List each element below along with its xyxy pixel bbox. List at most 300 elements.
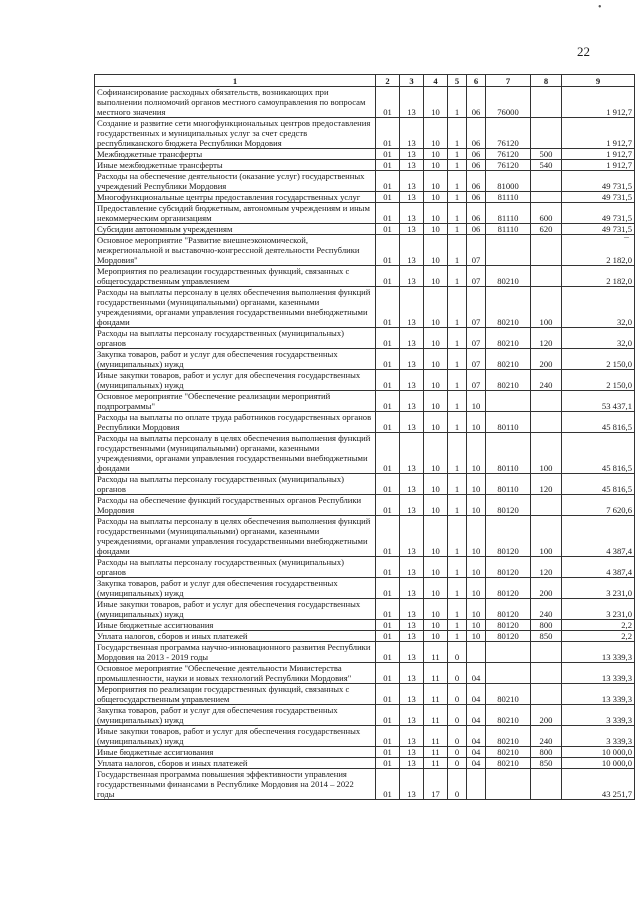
row-code-cell: 13 (400, 203, 424, 224)
row-code-cell: 1 (448, 557, 467, 578)
row-amount-cell: 49 731,5 (562, 192, 635, 203)
row-code-cell: 0 (448, 642, 467, 663)
row-code-cell: 13 (400, 433, 424, 474)
row-name-cell: Создание и развитие сети многофункциональных центров предоставления государственных и муниципальных услуг за счет средств республиканского бюджета Республики Мордовия (95, 118, 376, 149)
row-name-cell: Иные бюджетные ассигнования (95, 620, 376, 631)
row-amount-cell: 45 816,5 (562, 474, 635, 495)
row-code-cell: 13 (400, 747, 424, 758)
row-code-cell: 80210 (486, 705, 531, 726)
row-code-cell: 0 (448, 758, 467, 769)
row-code-cell: 01 (376, 758, 400, 769)
table-row (95, 726, 635, 747)
table-row (95, 171, 635, 192)
row-code-cell (531, 235, 562, 266)
table-row (95, 620, 635, 631)
row-code-cell: 01 (376, 557, 400, 578)
row-name-cell: Закупка товаров, работ и услуг для обеспечения государственных (муниципальных) нужд (95, 578, 376, 599)
table-row (95, 349, 635, 370)
row-code-cell: 240 (531, 370, 562, 391)
row-code-cell: 13 (400, 149, 424, 160)
row-code-cell (486, 769, 531, 800)
row-code-cell (467, 642, 486, 663)
row-code-cell: 01 (376, 578, 400, 599)
row-code-cell: 1 (448, 495, 467, 516)
table-row (95, 87, 635, 118)
row-code-cell: 06 (467, 171, 486, 192)
row-code-cell: 01 (376, 287, 400, 328)
row-code-cell: 10 (424, 118, 448, 149)
column-header: 3 (400, 75, 424, 87)
table-row (95, 266, 635, 287)
row-name-cell: Государственная программа научно-инновационного развития Республики Мордовия на 2013 - 2019 годы (95, 642, 376, 663)
row-code-cell: 1 (448, 203, 467, 224)
row-code-cell: 76120 (486, 118, 531, 149)
row-code-cell: 01 (376, 495, 400, 516)
table-row (95, 412, 635, 433)
row-code-cell: 10 (467, 557, 486, 578)
row-code-cell: 01 (376, 391, 400, 412)
row-code-cell: 500 (531, 149, 562, 160)
row-code-cell: 13 (400, 642, 424, 663)
table-row (95, 642, 635, 663)
row-code-cell: 10 (424, 631, 448, 642)
row-code-cell: 1 (448, 171, 467, 192)
row-code-cell: 10 (424, 171, 448, 192)
row-code-cell: 13 (400, 474, 424, 495)
row-code-cell: 10 (424, 235, 448, 266)
row-name-cell: Межбюджетные трансферты (95, 149, 376, 160)
page-number: 22 (577, 44, 590, 59)
row-code-cell: 100 (531, 516, 562, 557)
row-code-cell: 80120 (486, 578, 531, 599)
row-code-cell: 10 (424, 578, 448, 599)
row-code-cell: 06 (467, 192, 486, 203)
row-code-cell: 0 (448, 726, 467, 747)
row-name-cell: Расходы на выплаты персоналу в целях обеспечения выполнения функций государственными (муниципальными) органами, казенными учреждениями, органами управления государственными внебюджетными фондами (95, 433, 376, 474)
row-code-cell: 1 (448, 87, 467, 118)
row-code-cell: 13 (400, 266, 424, 287)
row-code-cell: 13 (400, 171, 424, 192)
row-code-cell: 81000 (486, 171, 531, 192)
row-code-cell: 200 (531, 705, 562, 726)
row-code-cell: 1 (448, 118, 467, 149)
row-code-cell: 06 (467, 87, 486, 118)
row-code-cell: 10 (424, 203, 448, 224)
row-code-cell: 1 (448, 370, 467, 391)
row-code-cell: 120 (531, 328, 562, 349)
row-code-cell: 80210 (486, 747, 531, 758)
column-header: 7 (486, 75, 531, 87)
row-code-cell: 13 (400, 235, 424, 266)
row-name-cell: Основное мероприятие "Обеспечение деятельности Министерства промышленности, науки и новых технологий Республики Мордовия" (95, 663, 376, 684)
row-code-cell: 10 (467, 412, 486, 433)
row-code-cell: 100 (531, 287, 562, 328)
row-name-cell: Расходы на выплаты персоналу государственных (муниципальных) органов (95, 474, 376, 495)
row-code-cell: 10 (424, 599, 448, 620)
row-code-cell (531, 391, 562, 412)
row-name-cell: Софинансирование расходных обязательств, возникающих при выполнении полномочий органов местного самоуправления по вопросам местного значения (95, 87, 376, 118)
table-row (95, 160, 635, 171)
table-row (95, 663, 635, 684)
row-code-cell: 120 (531, 474, 562, 495)
row-code-cell: 120 (531, 557, 562, 578)
table-row (95, 758, 635, 769)
row-name-cell: Уплата налогов, сборов и иных платежей (95, 758, 376, 769)
row-code-cell: 1 (448, 349, 467, 370)
row-name-cell: Государственная программа повышения эффективности управления государственными финансами в Республике Мордовия на 2014 – 2022 годы (95, 769, 376, 800)
row-code-cell: 200 (531, 578, 562, 599)
row-amount-cell: 45 816,5 (562, 433, 635, 474)
row-name-cell: Расходы на обеспечение функций государственных органов Республики Мордовия (95, 495, 376, 516)
row-code-cell: 01 (376, 171, 400, 192)
row-code-cell: 10 (467, 433, 486, 474)
row-code-cell (531, 87, 562, 118)
row-code-cell: 10 (424, 192, 448, 203)
table-row (95, 287, 635, 328)
row-code-cell: 80120 (486, 495, 531, 516)
row-name-cell: Расходы на выплаты персоналу государственных (муниципальных) органов (95, 328, 376, 349)
row-code-cell: 13 (400, 328, 424, 349)
row-code-cell: 01 (376, 412, 400, 433)
row-code-cell: 81110 (486, 192, 531, 203)
row-amount-cell: 2 150,0 (562, 370, 635, 391)
row-code-cell: 800 (531, 620, 562, 631)
row-code-cell: 1 (448, 516, 467, 557)
row-code-cell: 11 (424, 663, 448, 684)
row-code-cell: 06 (467, 203, 486, 224)
row-code-cell (531, 769, 562, 800)
row-code-cell: 10 (424, 149, 448, 160)
row-code-cell: 1 (448, 631, 467, 642)
row-code-cell: 01 (376, 160, 400, 171)
row-amount-cell: 3 231,0 (562, 599, 635, 620)
row-code-cell: 10 (424, 328, 448, 349)
row-code-cell: 01 (376, 642, 400, 663)
row-amount-cell: 1 912,7 (562, 87, 635, 118)
row-amount-cell: 13 339,3 (562, 663, 635, 684)
row-code-cell: 13 (400, 87, 424, 118)
row-code-cell: 01 (376, 328, 400, 349)
row-code-cell: 240 (531, 726, 562, 747)
row-code-cell: 13 (400, 349, 424, 370)
row-amount-cell: 49 731,5 (562, 224, 635, 235)
row-code-cell: 01 (376, 149, 400, 160)
table-row (95, 684, 635, 705)
table-row (95, 235, 635, 266)
row-code-cell: 13 (400, 758, 424, 769)
row-code-cell: 13 (400, 370, 424, 391)
row-code-cell: 13 (400, 495, 424, 516)
row-code-cell: 10 (467, 599, 486, 620)
column-header: 5 (448, 75, 467, 87)
row-code-cell: 1 (448, 474, 467, 495)
table-row (95, 118, 635, 149)
row-code-cell: 04 (467, 747, 486, 758)
row-code-cell (531, 495, 562, 516)
row-code-cell: 11 (424, 684, 448, 705)
row-code-cell: 13 (400, 705, 424, 726)
row-code-cell: 13 (400, 557, 424, 578)
row-code-cell: 1 (448, 224, 467, 235)
row-amount-cell: 10 000,0 (562, 747, 635, 758)
row-code-cell: 01 (376, 663, 400, 684)
row-code-cell: 10 (467, 495, 486, 516)
row-name-cell: Расходы на выплаты персоналу в целях обеспечения выполнения функций государственными (муниципальными) органами, казенными учреждениями, органами управления государственными внебюджетными фондами (95, 287, 376, 328)
row-code-cell: 06 (467, 149, 486, 160)
row-amount-cell: 2,2 (562, 620, 635, 631)
row-code-cell: 1 (448, 149, 467, 160)
row-code-cell: 07 (467, 349, 486, 370)
row-amount-cell: 7 620,6 (562, 495, 635, 516)
row-code-cell (531, 118, 562, 149)
row-code-cell (531, 266, 562, 287)
row-code-cell: 13 (400, 412, 424, 433)
row-code-cell (531, 663, 562, 684)
row-code-cell: 10 (424, 287, 448, 328)
row-code-cell: 850 (531, 631, 562, 642)
row-code-cell: 11 (424, 726, 448, 747)
row-code-cell: 10 (424, 87, 448, 118)
row-code-cell: 10 (467, 578, 486, 599)
row-code-cell: 01 (376, 516, 400, 557)
row-code-cell (531, 171, 562, 192)
table-row (95, 433, 635, 474)
row-name-cell: Уплата налогов, сборов и иных платежей (95, 631, 376, 642)
row-amount-cell: 3 339,3 (562, 705, 635, 726)
row-code-cell: 07 (467, 370, 486, 391)
row-code-cell: 13 (400, 631, 424, 642)
row-name-cell: Многофункциональные центры предоставления государственных услуг (95, 192, 376, 203)
row-code-cell (467, 769, 486, 800)
row-code-cell: 17 (424, 769, 448, 800)
row-code-cell: 850 (531, 758, 562, 769)
row-code-cell: 10 (424, 433, 448, 474)
row-amount-cell: 32,0 (562, 328, 635, 349)
row-code-cell: 76120 (486, 160, 531, 171)
row-code-cell (486, 235, 531, 266)
row-amount-cell: 13 339,3 (562, 642, 635, 663)
row-code-cell: 06 (467, 118, 486, 149)
row-name-cell: Мероприятия по реализации государственных функций, связанных с общегосударственным управлением (95, 684, 376, 705)
row-code-cell: 01 (376, 631, 400, 642)
row-code-cell: 80210 (486, 266, 531, 287)
row-code-cell (486, 663, 531, 684)
row-code-cell: 13 (400, 769, 424, 800)
row-code-cell: 10 (467, 391, 486, 412)
row-code-cell: 13 (400, 391, 424, 412)
row-code-cell: 80110 (486, 433, 531, 474)
row-amount-cell: 10 000,0 (562, 758, 635, 769)
row-code-cell: 11 (424, 642, 448, 663)
row-name-cell: Иные закупки товаров, работ и услуг для обеспечения государственных (муниципальных) нужд (95, 599, 376, 620)
row-code-cell: 07 (467, 287, 486, 328)
row-code-cell: 13 (400, 224, 424, 235)
row-code-cell: 1 (448, 266, 467, 287)
row-code-cell: 01 (376, 349, 400, 370)
row-code-cell: 01 (376, 433, 400, 474)
row-code-cell: 13 (400, 160, 424, 171)
row-name-cell: Иные закупки товаров, работ и услуг для обеспечения государственных (муниципальных) нужд (95, 726, 376, 747)
column-header: 4 (424, 75, 448, 87)
table-row (95, 474, 635, 495)
row-amount-cell: 2 182,0 (562, 266, 635, 287)
row-code-cell: 200 (531, 349, 562, 370)
row-code-cell: 80210 (486, 684, 531, 705)
row-code-cell: 1 (448, 328, 467, 349)
row-code-cell (531, 192, 562, 203)
row-code-cell: 80120 (486, 599, 531, 620)
row-code-cell: 10 (424, 349, 448, 370)
row-amount-cell: 1 912,7 (562, 149, 635, 160)
row-code-cell: 0 (448, 663, 467, 684)
scan-mark: – (624, 232, 629, 243)
row-code-cell: 1 (448, 620, 467, 631)
row-code-cell: 10 (424, 557, 448, 578)
row-code-cell: 80110 (486, 474, 531, 495)
row-code-cell: 10 (424, 370, 448, 391)
row-code-cell: 13 (400, 684, 424, 705)
table-row (95, 192, 635, 203)
row-code-cell: 01 (376, 747, 400, 758)
row-code-cell: 80110 (486, 412, 531, 433)
column-header: 1 (95, 75, 376, 87)
row-code-cell: 80120 (486, 557, 531, 578)
row-code-cell: 540 (531, 160, 562, 171)
row-code-cell: 13 (400, 620, 424, 631)
row-code-cell: 07 (467, 266, 486, 287)
row-code-cell: 04 (467, 726, 486, 747)
row-code-cell: 01 (376, 705, 400, 726)
table-row (95, 631, 635, 642)
row-code-cell: 01 (376, 474, 400, 495)
row-name-cell: Иные межбюджетные трансферты (95, 160, 376, 171)
row-amount-cell: 32,0 (562, 287, 635, 328)
column-header: 2 (376, 75, 400, 87)
row-code-cell: 01 (376, 684, 400, 705)
row-code-cell: 01 (376, 118, 400, 149)
row-code-cell: 07 (467, 235, 486, 266)
row-code-cell: 10 (424, 412, 448, 433)
row-code-cell: 01 (376, 266, 400, 287)
table-body (95, 87, 635, 800)
row-code-cell: 01 (376, 192, 400, 203)
table-row (95, 203, 635, 224)
row-code-cell: 1 (448, 391, 467, 412)
table-row (95, 705, 635, 726)
row-name-cell: Расходы на выплаты персоналу в целях обеспечения выполнения функций государственными (муниципальными) органами, казенными учреждениями, органами управления государственными внебюджетными фондами (95, 516, 376, 557)
row-code-cell: 0 (448, 684, 467, 705)
row-code-cell: 1 (448, 192, 467, 203)
row-code-cell: 1 (448, 578, 467, 599)
row-amount-cell: 43 251,7 (562, 769, 635, 800)
row-code-cell: 1 (448, 599, 467, 620)
row-code-cell: 13 (400, 287, 424, 328)
row-amount-cell: 2 150,0 (562, 349, 635, 370)
row-code-cell: 10 (424, 224, 448, 235)
row-code-cell: 13 (400, 726, 424, 747)
row-name-cell: Расходы на выплаты персоналу государственных (муниципальных) органов (95, 557, 376, 578)
row-code-cell: 01 (376, 370, 400, 391)
row-amount-cell: 13 339,3 (562, 684, 635, 705)
row-code-cell: 06 (467, 224, 486, 235)
row-code-cell: 80210 (486, 726, 531, 747)
table-row (95, 391, 635, 412)
row-code-cell: 13 (400, 192, 424, 203)
row-code-cell: 13 (400, 663, 424, 684)
row-code-cell (531, 412, 562, 433)
row-name-cell: Закупка товаров, работ и услуг для обеспечения государственных (муниципальных) нужд (95, 349, 376, 370)
row-code-cell: 240 (531, 599, 562, 620)
row-code-cell: 01 (376, 203, 400, 224)
column-header: 8 (531, 75, 562, 87)
budget-table (94, 74, 635, 800)
row-amount-cell: 4 387,4 (562, 516, 635, 557)
row-code-cell: 80210 (486, 287, 531, 328)
row-code-cell: 04 (467, 758, 486, 769)
row-code-cell: 10 (424, 474, 448, 495)
table-row (95, 578, 635, 599)
row-code-cell: 10 (424, 266, 448, 287)
row-code-cell: 1 (448, 412, 467, 433)
row-code-cell: 01 (376, 769, 400, 800)
row-amount-cell: 53 437,1 (562, 391, 635, 412)
row-code-cell: 07 (467, 328, 486, 349)
row-code-cell: 11 (424, 758, 448, 769)
row-name-cell: Предоставление субсидий бюджетным, автономным учреждениям и иным некоммерческим организациям (95, 203, 376, 224)
row-code-cell: 800 (531, 747, 562, 758)
row-amount-cell: 1 912,7 (562, 160, 635, 171)
row-amount-cell: 2,2 (562, 631, 635, 642)
row-code-cell: 80120 (486, 620, 531, 631)
row-name-cell: Иные закупки товаров, работ и услуг для обеспечения государственных (муниципальных) нужд (95, 370, 376, 391)
row-code-cell: 11 (424, 705, 448, 726)
row-code-cell: 10 (424, 391, 448, 412)
row-code-cell: 10 (467, 474, 486, 495)
row-name-cell: Основное мероприятие "Развитие внешнеэкономической, межрегиональной и выставочно-конгрессной деятельности Республики Мордовия" (95, 235, 376, 266)
row-code-cell: 80210 (486, 370, 531, 391)
table-row (95, 769, 635, 800)
table-row (95, 599, 635, 620)
row-code-cell: 04 (467, 684, 486, 705)
row-code-cell (486, 642, 531, 663)
row-amount-cell: 45 816,5 (562, 412, 635, 433)
column-header: 9 (562, 75, 635, 87)
row-name-cell: Расходы на выплаты по оплате труда работников государственных органов Республики Мордовия (95, 412, 376, 433)
row-code-cell: 80120 (486, 631, 531, 642)
row-code-cell: 620 (531, 224, 562, 235)
row-code-cell: 01 (376, 235, 400, 266)
row-code-cell: 10 (424, 620, 448, 631)
table-row (95, 328, 635, 349)
row-name-cell: Расходы на обеспечение деятельности (оказание услуг) государственных учреждений Республики Мордовия (95, 171, 376, 192)
row-code-cell: 01 (376, 87, 400, 118)
row-code-cell: 06 (467, 160, 486, 171)
row-code-cell: 80210 (486, 328, 531, 349)
row-code-cell: 10 (467, 631, 486, 642)
row-code-cell: 13 (400, 599, 424, 620)
row-code-cell: 01 (376, 620, 400, 631)
table-row (95, 224, 635, 235)
row-code-cell: 11 (424, 747, 448, 758)
row-code-cell: 1 (448, 287, 467, 328)
row-code-cell: 13 (400, 578, 424, 599)
row-code-cell: 10 (424, 516, 448, 557)
table-row (95, 516, 635, 557)
row-code-cell: 0 (448, 769, 467, 800)
row-code-cell: 76120 (486, 149, 531, 160)
row-code-cell: 10 (424, 495, 448, 516)
row-name-cell: Иные бюджетные ассигнования (95, 747, 376, 758)
